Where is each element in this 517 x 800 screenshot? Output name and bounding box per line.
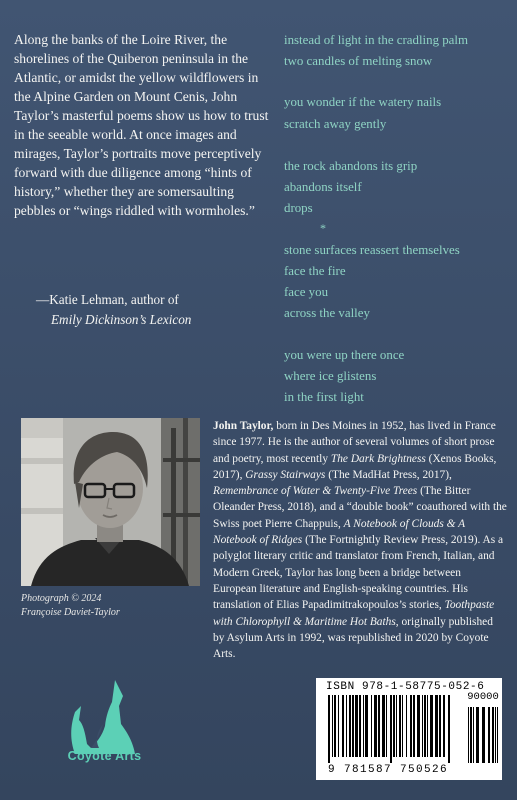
poem-line: abandons itself bbox=[284, 180, 362, 194]
barcode-bar bbox=[349, 695, 351, 757]
barcode-bar bbox=[382, 695, 385, 757]
bio-book-title: The Dark Brightness bbox=[330, 452, 426, 465]
barcode-bar bbox=[417, 695, 420, 757]
barcode-bar bbox=[334, 695, 336, 757]
barcode-bar bbox=[328, 695, 330, 763]
barcode-bar bbox=[338, 695, 339, 757]
bio-book-title: A Notebook of Clouds & A Notebook of Ridges bbox=[213, 517, 465, 547]
bio-text: (The Bitter Oleander Press, 2018), and a “double book” coauthored with the Swiss poet Pierre Chappuis, bbox=[213, 485, 507, 530]
isbn-number: ISBN 978-1-58775-052-6 bbox=[326, 681, 485, 693]
poem-separator: * bbox=[320, 221, 326, 235]
barcode-bar bbox=[386, 695, 387, 757]
barcode-bar bbox=[355, 695, 358, 757]
barcode-bar bbox=[443, 695, 445, 757]
author-portrait-illustration bbox=[21, 418, 200, 586]
barcode-bar bbox=[363, 695, 364, 757]
barcode-bar bbox=[402, 695, 403, 757]
barcode-bar bbox=[406, 695, 407, 757]
poem-line: stone surfaces reassert themselves bbox=[284, 243, 460, 257]
barcode-addon-bar bbox=[470, 707, 472, 763]
barcode-bar bbox=[342, 695, 344, 757]
isbn-barcode bbox=[316, 678, 502, 780]
attribution-book-title: Emily Dickinson’s Lexicon bbox=[51, 312, 192, 327]
price-code: 90000 bbox=[467, 691, 499, 703]
bio-text: (Xenos Books, 2017), bbox=[213, 452, 497, 481]
bio-book-title: Remembrance of Water & Twenty-Five Trees bbox=[213, 485, 418, 498]
photo-credit bbox=[21, 592, 206, 620]
poem-line: you were up there once bbox=[284, 348, 405, 362]
back-cover-blurb bbox=[14, 30, 272, 220]
barcode-bar bbox=[359, 695, 361, 757]
barcode-bar bbox=[399, 695, 401, 757]
photo-credit-name: Françoise Daviet-Taylor bbox=[21, 607, 120, 618]
barcode-addon-bar bbox=[492, 707, 494, 763]
bio-text: born in Des Moines in 1952, has lived in France since 1977. He is the author of several volumes of short prose and poetry, most recently bbox=[213, 420, 496, 465]
barcode-digits: 9 781587 750526 bbox=[328, 764, 449, 776]
poem-line: where ice glistens bbox=[284, 369, 377, 383]
barcode-addon-bar bbox=[476, 707, 479, 763]
poem-line: the rock abandons its grip bbox=[284, 159, 418, 173]
bio-text: (The MadHat Press, 2017), bbox=[325, 468, 452, 481]
bio-text: (The Fortnightly Review Press, 2019). As a polyglot literary critic and translator from French, Italian, and Modern Greek, Taylor has long been a bridge between European literature and English-speaking countries. His translation of Elias Papadimitrakopoulos’s stories, bbox=[213, 534, 504, 612]
barcode-addon-bar bbox=[495, 707, 496, 763]
barcode-bars bbox=[322, 695, 500, 765]
barcode-bar bbox=[396, 695, 397, 757]
bio-text: , originally published by Asylum Arts in 1992, was republished in 2020 by Coyote Arts. bbox=[213, 615, 493, 661]
barcode-bar bbox=[424, 695, 426, 757]
poem-line: scratch away gently bbox=[284, 117, 387, 131]
barcode-bar bbox=[448, 695, 450, 763]
poem-line: across the valley bbox=[284, 306, 370, 320]
barcode-bar bbox=[413, 695, 415, 757]
publisher-name: Coyote Arts bbox=[67, 749, 142, 763]
barcode-bar bbox=[393, 695, 395, 757]
bio-author-name: John Taylor, bbox=[213, 420, 274, 432]
barcode-bar bbox=[332, 695, 333, 757]
poem-line: two candles of melting snow bbox=[284, 54, 433, 68]
barcode-bar bbox=[378, 695, 380, 757]
barcode-bar bbox=[371, 695, 372, 757]
barcode-bar bbox=[410, 695, 412, 757]
photo-credit-line: Photograph © 2024 bbox=[21, 593, 102, 604]
barcode-bar bbox=[430, 695, 433, 757]
barcode-bar bbox=[346, 695, 347, 757]
author-bio bbox=[213, 418, 507, 662]
barcode-bar bbox=[374, 695, 377, 757]
barcode-bar bbox=[352, 695, 354, 757]
attribution-author: —Katie Lehman, author of bbox=[36, 292, 179, 307]
barcode-bar bbox=[365, 695, 368, 757]
barcode-addon-bar bbox=[473, 707, 474, 763]
poem-line: instead of light in the cradling palm bbox=[284, 33, 469, 47]
barcode-bar bbox=[439, 695, 441, 757]
barcode-addon-bar bbox=[488, 707, 490, 763]
barcode-addon-bar bbox=[482, 707, 485, 763]
bio-book-title: Toothpaste with Chlorophyll & Maritime Hot Baths bbox=[213, 599, 495, 628]
blurb-attribution bbox=[36, 290, 281, 330]
barcode-bar bbox=[427, 695, 428, 757]
barcode-addon-bar bbox=[468, 707, 469, 763]
poem-line: you wonder if the watery nails bbox=[284, 95, 442, 109]
barcode-bar bbox=[390, 695, 392, 763]
poem-line: drops bbox=[284, 201, 313, 215]
barcode-bar bbox=[422, 695, 423, 757]
author-photo bbox=[21, 418, 200, 586]
bio-book-title: Grassy Stairways bbox=[245, 468, 326, 481]
poem-line: face the fire bbox=[284, 264, 346, 278]
barcode-addon-bar bbox=[497, 707, 498, 763]
poem-line: in the first light bbox=[284, 390, 364, 404]
barcode-bar bbox=[435, 695, 438, 757]
blurb-text: Along the banks of the Loire River, the shorelines of the Quiberon peninsula in the Atlantic, or amidst the yellow wildflowers in the Alpine Garden on Mount Cenis, John Taylor’s masterful poems show us how to trust in the seeable world. At once images and mirages, Taylor’s portraits move perceptively forward with due diligence among “hints of history,” whether they are somersaulting pebbles or “wings riddled with wormholes.” bbox=[14, 32, 269, 218]
poem-line: face you bbox=[284, 285, 329, 299]
